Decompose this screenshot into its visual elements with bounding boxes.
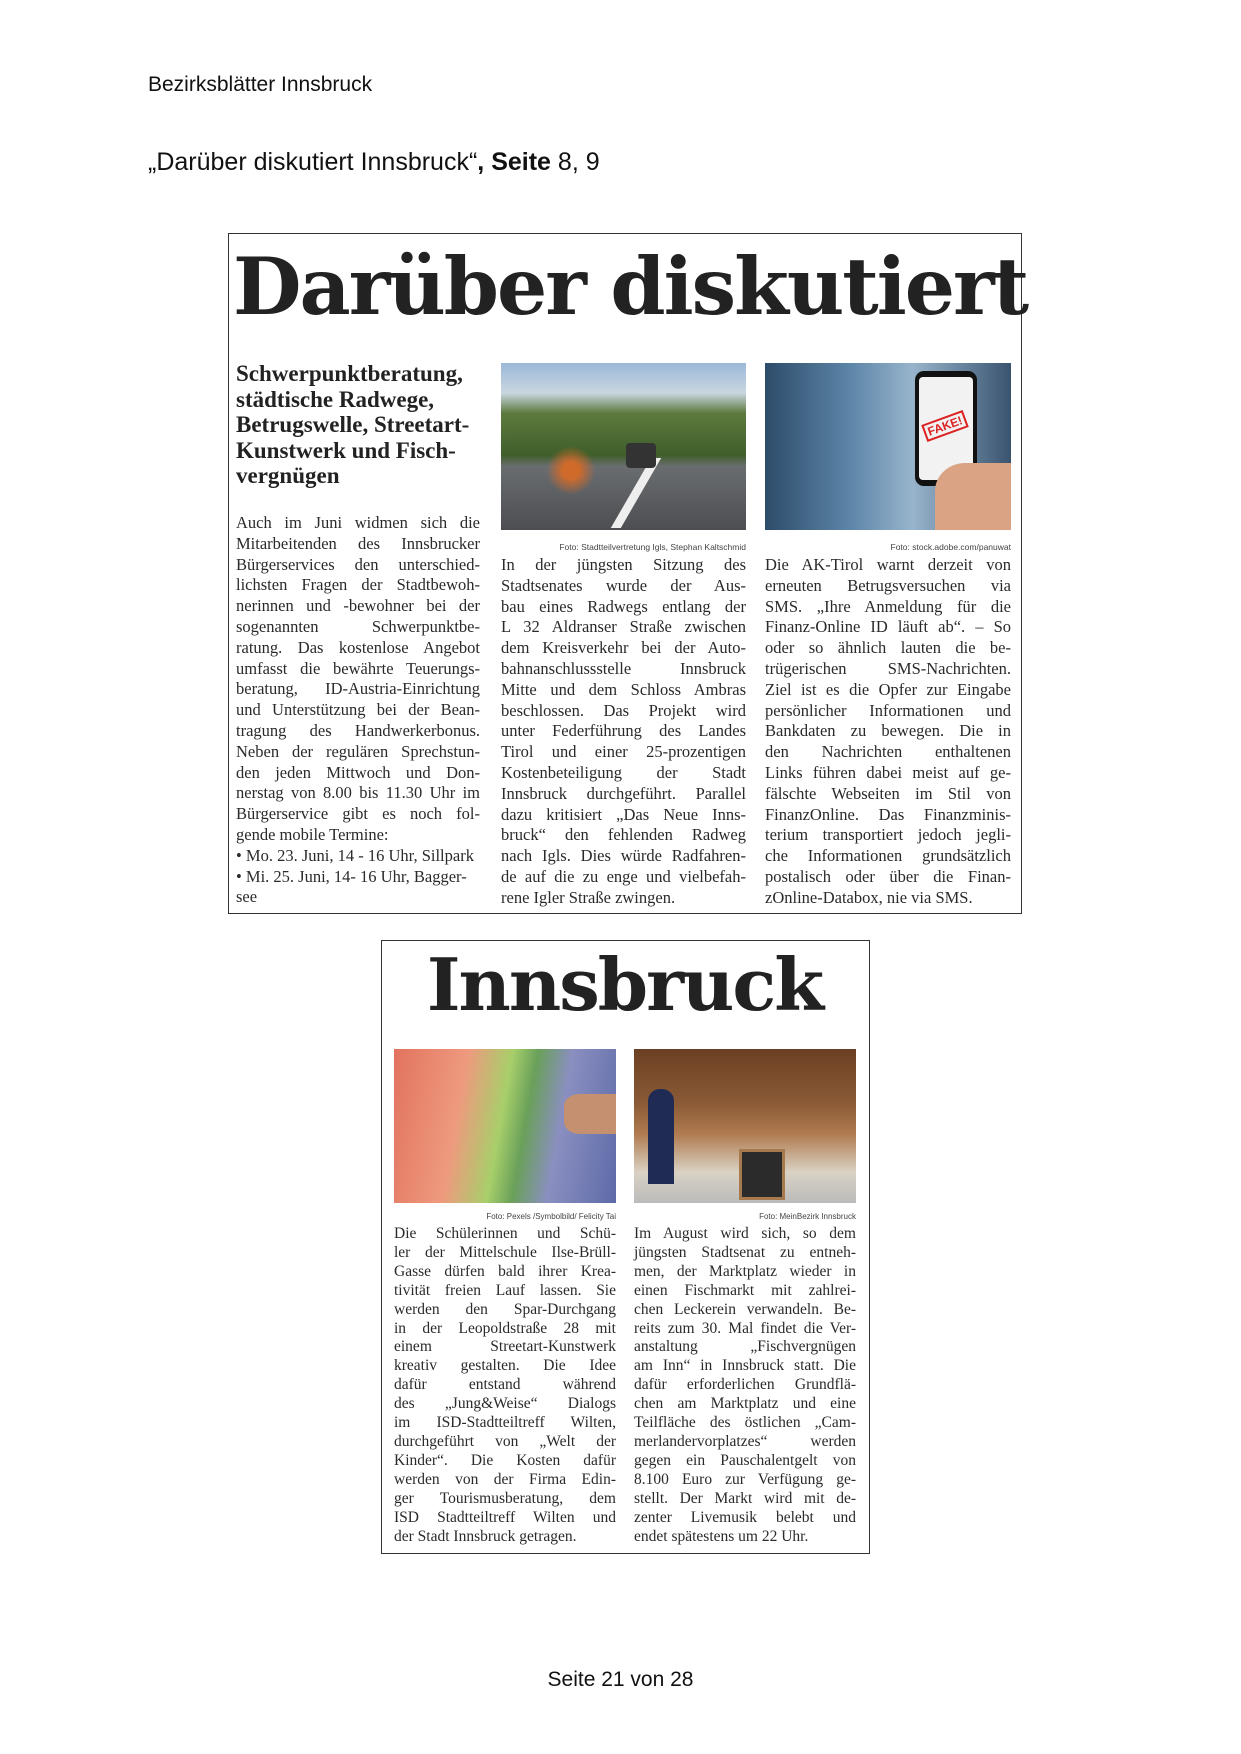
text-line: terium transportiert jedoch jegli- — [765, 825, 1011, 845]
clip2-caption-1: Foto: Pexels /Symbolbild/ Felicity Tai — [486, 1212, 616, 1221]
text-line: gegen ein Pauschalentgelt von — [634, 1451, 856, 1469]
pages-value: 8, 9 — [557, 148, 600, 176]
clip2-column-1 — [394, 1225, 616, 1546]
text-line: • Mi. 25. Juni, 14- 16 Uhr, Bagger- — [236, 866, 467, 886]
text-line: endet spätestens um 22 Uhr. — [634, 1527, 809, 1545]
text-line: Kinder“. Die Kosten dafür — [394, 1451, 616, 1469]
text-line: Tirol und einer 25-prozentigen — [501, 742, 746, 762]
text-line: einen Fischmarkt mit zahlrei- — [634, 1281, 856, 1299]
text-line: kreativ gestalten. Die Idee — [394, 1357, 616, 1375]
text-line: nerinnen und -bewohner bei der — [236, 596, 480, 616]
text-line: Bankdaten zu bewegen. Die in — [765, 721, 1011, 741]
clip1-column-3 — [765, 555, 1011, 909]
text-line: che Informationen grundsätzlich — [765, 846, 1011, 866]
source-label: Bezirksblätter Innsbruck — [148, 73, 373, 96]
text-line: dazu kritisiert „Das Neue Inns- — [501, 804, 746, 824]
phone-scam-photo — [765, 363, 1011, 530]
text-line: L 32 Aldranser Straße zwischen — [501, 617, 746, 637]
clip1-headline: Darüber diskutiert — [233, 240, 1028, 333]
fake-stamp: FAKE! — [921, 410, 969, 442]
text-line: tivität freien Lauf lassen. Sie — [394, 1281, 616, 1299]
text-line: Finanz-Online ID läuft ab“. – So — [765, 617, 1011, 637]
text-line: Bürgerservices den unterschied- — [236, 554, 480, 574]
text-line: den Nachrichten enthaltenen — [765, 742, 1011, 762]
text-line: in der Leopoldstraße 28 mit — [394, 1319, 616, 1337]
text-line: Links führen dabei meist auf ge- — [765, 762, 1011, 782]
cyclists-photo — [501, 363, 746, 530]
text-line: Kostenbeteiligung der Stadt — [501, 762, 746, 782]
text-line: lichsten Fragen der Stadtbewoh- — [236, 575, 480, 595]
text-line: Ziel ist es die Opfer zur Eingabe — [765, 679, 1011, 699]
text-line: anstaltung „Fischvergnügen — [634, 1338, 856, 1356]
text-line: am Inn“ in Innsbruck statt. Die — [634, 1357, 856, 1375]
clip1-column-1 — [236, 513, 480, 908]
text-line: zenter Livemusik belebt und — [634, 1508, 856, 1526]
text-line: sogenannten Schwerpunktbe- — [236, 616, 480, 636]
text-line: gende mobile Termine: — [236, 824, 389, 844]
text-line: 8.100 Euro zur Verfügung ge- — [634, 1470, 856, 1488]
text-line: Gasse dürfen bald ihrer Krea- — [394, 1262, 616, 1280]
text-line: Im August wird sich, so dem — [634, 1225, 856, 1242]
text-line: erneuten Betrugsversuchen via — [765, 575, 1011, 595]
text-line: Auch im Juni widmen sich die — [236, 513, 480, 532]
text-line: Bürgerservice gibt es noch fol- — [236, 804, 480, 824]
text-line: bruck“ den fehlenden Radweg — [501, 825, 746, 845]
text-line: postalisch oder über die Finan- — [765, 866, 1011, 886]
clip1-caption-2: Foto: Stadtteilvertretung Igls, Stephan Kaltschmid — [559, 542, 746, 552]
text-line: ler der Mittelschule Ilse-Brüll- — [394, 1243, 616, 1261]
text-line: stellt. Der Markt wird mit de- — [634, 1489, 856, 1507]
text-line: im ISD-Stadtteiltreff Wilten, — [394, 1414, 616, 1432]
text-line: nerstag von 8.00 bis 11.30 Uhr im — [236, 783, 480, 803]
subheadline-line: Kunstwerk und Fisch- — [236, 437, 456, 463]
text-line: Teilfläche des östlichen „Cam- — [634, 1414, 856, 1432]
clip1-subheadline — [236, 361, 486, 489]
text-line: werden von der Firma Edin- — [394, 1470, 616, 1488]
text-line: Mitte und dem Schloss Ambras — [501, 679, 746, 699]
clip1-column-2 — [501, 555, 746, 909]
subheadline-line: vergnügen — [236, 463, 340, 488]
text-line: einem Streetart-Kunstwerk — [394, 1338, 616, 1356]
text-line: durchgeführt von „Welt der — [394, 1432, 616, 1450]
text-line: men, der Marktplatz wieder in — [634, 1262, 856, 1280]
text-line: fälschte Webseiten im Stil von — [765, 783, 1011, 803]
text-line: Mitarbeitenden des Innsbrucker — [236, 533, 480, 553]
text-line: dem Kreisverkehr bei der Auto- — [501, 638, 746, 658]
subheadline-line: Schwerpunktberatung, — [236, 361, 463, 386]
text-line: SMS. „Ihre Anmeldung für die — [765, 596, 1011, 616]
clip2-column-2 — [634, 1225, 856, 1546]
text-line: zOnline-Databox, nie via SMS. — [765, 887, 973, 907]
text-line: beratung, ID-Austria-Einrichtung — [236, 679, 480, 699]
article-heading: „Darüber diskutiert Innsbruck“, Seite 8, 9 — [148, 148, 600, 176]
text-line: Stadtsenates wurde der Aus- — [501, 575, 746, 595]
text-line: bahnanschlussstelle Innsbruck — [501, 658, 746, 678]
text-line: persönlicher Informationen und — [765, 700, 1011, 720]
fish-market-photo — [634, 1049, 856, 1203]
text-line: ger Tourismusberatung, dem — [394, 1489, 616, 1507]
clip1-caption-3: Foto: stock.adobe.com/panuwat — [890, 542, 1011, 552]
text-line: FinanzOnline. Das Finanzminis- — [765, 804, 1011, 824]
text-line: Innsbruck durchgeführt. Parallel — [501, 783, 746, 803]
text-line: Die Schülerinnen und Schü- — [394, 1225, 616, 1242]
text-line: umfasst die bewährte Teuerungs- — [236, 658, 480, 678]
article-title: „Darüber diskutiert Innsbruck“ — [148, 148, 478, 176]
text-line: ratung. Das kostenlose Angebot — [236, 637, 480, 657]
text-line: dafür erforderlichen Grundflä- — [634, 1376, 856, 1394]
text-line: werden den Spar-Durchgang — [394, 1300, 616, 1318]
text-line: reits zum 30. Mal findet die Ver- — [634, 1319, 856, 1337]
text-line: und Unterstützung bei der Bean- — [236, 700, 480, 720]
text-line: Neben der regulären Sprechstun- — [236, 741, 480, 761]
streetart-photo — [394, 1049, 616, 1203]
clip2-caption-2: Foto: MeinBezirk Innsbruck — [759, 1212, 856, 1221]
text-line: des „Jung&Weise“ Dialogs — [394, 1395, 616, 1413]
text-line: see — [236, 887, 258, 907]
text-line: Die AK-Tirol warnt derzeit von — [765, 555, 1011, 574]
text-line: tragung des Handwerkerbonus. — [236, 720, 480, 740]
text-line: trügerischen SMS-Nachrichten. — [765, 658, 1011, 678]
text-line: oder so ähnlich lauten die be- — [765, 638, 1011, 658]
text-line: In der jüngsten Sitzung des — [501, 555, 746, 574]
text-line: unter Federführung des Landes — [501, 721, 746, 741]
text-line: beschlossen. Das Projekt wird — [501, 700, 746, 720]
text-line: bau eines Radwegs entlang der — [501, 596, 746, 616]
text-line: der Stadt Innsbruck getragen. — [394, 1527, 577, 1545]
text-line: rene Igler Straße zwingen. — [501, 887, 676, 907]
pages-label: Seite — [491, 148, 551, 176]
clip2-headline: Innsbruck — [426, 942, 823, 1027]
text-line: chen Leckerein verwandeln. Be- — [634, 1300, 856, 1318]
text-line: chen am Marktplatz und eine — [634, 1395, 856, 1413]
text-line: den jeden Mittwoch und Don- — [236, 762, 480, 782]
text-line: dafür entstand während — [394, 1376, 616, 1394]
subheadline-line: städtische Radwege, — [236, 386, 435, 412]
text-line: merlandervorplatzes“ werden — [634, 1432, 856, 1450]
text-line: jüngsten Stadtsenat zu entneh- — [634, 1243, 856, 1261]
text-line: de auf die zu enge und vielbefah- — [501, 866, 746, 886]
text-line: nach Igls. Dies würde Radfahren- — [501, 846, 746, 866]
text-line: • Mo. 23. Juni, 14 - 16 Uhr, Sillpark — [236, 845, 474, 865]
page-number: Seite 21 von 28 — [547, 1668, 694, 1691]
text-line: ISD Stadtteiltreff Wilten und — [394, 1508, 616, 1526]
subheadline-line: Betrugswelle, Streetart- — [236, 412, 470, 437]
